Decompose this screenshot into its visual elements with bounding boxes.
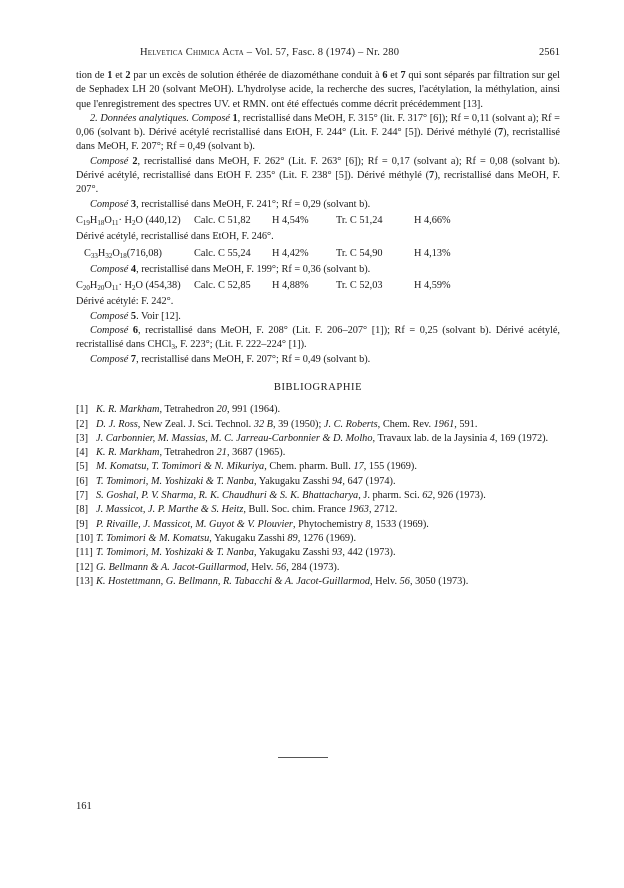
reference-authors: P. Rivaille, J. Massicot, M. Guyot & V. Plouvier [96, 518, 293, 530]
reference-source: , Helv. [370, 575, 400, 587]
text: H [89, 214, 98, 226]
reference-number: [7] [76, 490, 89, 502]
text: C [76, 214, 83, 226]
reference-pages: , 284 (1973). [286, 561, 340, 573]
compound-ref: 6 [382, 70, 388, 81]
reference-number: [5] [76, 461, 89, 473]
reference-pages: , 2712. [368, 504, 398, 516]
reference-item [76, 418, 560, 432]
text: ), recristallisé dans MeOH, F. 207°. [76, 170, 561, 196]
intro-paragraph [76, 69, 560, 112]
reference-item [76, 546, 560, 560]
reference-authors: T. Tomimori & M. Komatsu [96, 532, 210, 544]
text: · H [118, 280, 132, 292]
compound-ref: 3 [130, 198, 137, 210]
reference-number: [2] [76, 418, 89, 430]
compound-5-data [76, 310, 560, 324]
text: 11 [111, 284, 119, 293]
compound-7-data [76, 353, 560, 367]
reference-volume: 4 [489, 432, 495, 444]
compound-ref: 7 [429, 170, 435, 182]
text: 3 [171, 343, 176, 352]
reference-source: , Chem. pharm. Bull. [264, 461, 354, 473]
reference-volume: 20 [216, 404, 227, 416]
text: et [112, 70, 126, 81]
found-value: H 4,59% [414, 280, 451, 292]
text: , recristallisé dans MeOH, F. 315° (lit. F. 317° [6]); Rf = 0,11 (solvant a); Rf = 0,06 (solvant b). Dérivé acétylé recristallisé dans EtOH, F. 244° (Lit. F. 244° [5]). Dérivé méthylé ( [76, 112, 560, 139]
reference-pages: , 155 (1969). [363, 461, 417, 473]
text: 19 [82, 218, 90, 227]
section-lead: Composé [90, 263, 131, 275]
reference-volume: 94 [332, 475, 343, 487]
text: , F. 223°; (Lit. F. 222–224° [1]). [175, 339, 307, 351]
text: 20 [97, 284, 105, 293]
reference-item [76, 475, 560, 489]
text: , recristallisé dans MeOH, F. 207°; Rf = 0,49 (solvant b). [136, 353, 371, 365]
reference-list [76, 403, 560, 589]
reference-item [76, 432, 560, 446]
reference-pages: , 1276 (1969). [297, 532, 357, 544]
text: · H [118, 214, 132, 226]
compound-2-data [76, 155, 560, 198]
bibliography-title: BIBLIOGRAPHIE [273, 381, 363, 393]
reference-number: [6] [76, 475, 89, 487]
article-body [76, 69, 560, 589]
acetyl-derivative-4: Dérivé acétylé: F. 242°. [76, 296, 174, 308]
text: 2 [131, 284, 136, 293]
end-rule [278, 757, 328, 758]
reference-item [76, 460, 560, 474]
reference-item [76, 503, 560, 517]
text: 20 [82, 284, 90, 293]
text: par un excès de solution éthérée de diazométhane conduit à [130, 70, 383, 81]
reference-authors: J. C. Roberts [323, 418, 378, 430]
compound-ref: 7 [497, 127, 504, 139]
text: ), recristallisé dans MeOH, F. 207°; Rf = 0,49 (solvant b). [76, 127, 560, 153]
text: , recristallisé dans MeOH, F. 208° (Lit. F. 206–207° [1]); Rf = 0,25 (solvant b). Dérivé acétylé, recristallisé dans CHCl [76, 325, 560, 351]
reference-volume: 21 [216, 447, 227, 459]
compound-ref: 7 [130, 353, 137, 365]
reference-source: , Bull. Soc. chim. France [243, 504, 349, 516]
journal-citation [140, 47, 399, 58]
reference-volume: 56 [399, 575, 410, 587]
section-lead: Composé [90, 325, 133, 337]
reference-source: , Chem. Rev. [377, 418, 434, 430]
text: 11 [111, 218, 119, 227]
reference-number: [11] [76, 547, 93, 559]
text: 18 [119, 251, 127, 260]
found-value: Tr. C 54,90 [336, 247, 383, 259]
calc-value: H 4,88% [272, 280, 309, 292]
reference-source: , Yakugaku Zasshi [253, 475, 333, 487]
molecular-formula [76, 279, 194, 293]
reference-authors: K. R. Markham [96, 404, 160, 416]
text: 2 [131, 218, 136, 227]
compound-6-data [76, 324, 560, 353]
reference-authors: T. Tomimori, M. Yoshizaki & T. Nanba [96, 547, 254, 559]
reference-authors: G. Bellmann & A. Jacot-Guillarmod [96, 561, 247, 573]
section-lead: Composé [90, 353, 131, 365]
reference-authors: J. Carbonnier, M. Massias, M. C. Jarreau-Carbonnier & D. Molho [96, 432, 373, 444]
reference-pages: , 39 (1950); [272, 418, 324, 430]
reference-volume: 62 [422, 490, 433, 502]
reference-authors: T. Tomimori, M. Yoshizaki & T. Nanba [96, 475, 254, 487]
reference-item [76, 561, 560, 575]
calc-value: Calc. C 51,82 [194, 214, 251, 226]
reference-volume: 1961 [433, 418, 455, 430]
text: . Voir [12]. [136, 310, 181, 322]
text: O [104, 280, 112, 292]
acetyl-derivative-3: Dérivé acétylé, recristallisé dans EtOH, F. 246°. [76, 231, 274, 243]
reference-item [76, 518, 560, 532]
compound-ref: 7 [400, 70, 406, 81]
reference-pages: , 991 (1964). [226, 404, 281, 416]
reference-source: , Tetrahedron [159, 404, 217, 416]
calc-value: H 4,42% [272, 247, 309, 259]
text: , recristallisé dans MeOH, F. 241°; Rf = 0,29 (solvant b). [136, 198, 371, 210]
reference-volume: 1963 [348, 504, 369, 516]
compound-1-data [76, 112, 560, 155]
compound-ref: 2 [132, 155, 138, 167]
reference-source: , J. pharm. Sci. [358, 490, 423, 502]
calc-value: H 4,54% [272, 214, 309, 226]
reference-pages: , 647 (1974). [342, 475, 396, 487]
reference-number: [13] [76, 575, 94, 587]
reference-authors: K. Hostettmann, G. Bellmann, R. Tabacchi & A. Jacot-Guillarmod [96, 575, 370, 587]
reference-authors: J. Massicot, J. P. Marthe & S. Heitz [96, 504, 244, 516]
reference-pages: , 3050 (1973). [409, 575, 469, 587]
reference-pages: , 926 (1973). [432, 490, 486, 502]
reference-volume: 89 [287, 532, 298, 544]
found-value: Tr. C 52,03 [336, 280, 383, 292]
molecular-formula [76, 214, 194, 228]
reference-volume: 8 [365, 518, 371, 530]
molecular-formula [76, 247, 194, 261]
reference-source: , New Zeal. J. Sci. Technol. [137, 418, 254, 430]
compound-4-data [76, 263, 560, 277]
text: O [112, 247, 120, 259]
calc-value: Calc. C 55,24 [194, 247, 251, 259]
reference-volume: 32 B [253, 418, 273, 430]
page-number: 2561 [539, 47, 560, 58]
journal-name: Helvetica Chimica Acta [140, 47, 244, 58]
reference-pages: , 3687 (1965). [226, 447, 286, 459]
section-lead: Composé [90, 198, 131, 210]
text: O (440,12) [135, 214, 181, 226]
compound-ref: 1 [232, 112, 238, 124]
footer-number: 161 [76, 801, 92, 812]
reference-number: [8] [76, 504, 89, 516]
reference-volume: 17 [353, 461, 364, 473]
text: H [89, 280, 98, 292]
reference-source: , Yakugaku Zasshi [253, 547, 333, 559]
text: tion de [76, 70, 108, 81]
reference-pages: , 442 (1973). [342, 547, 396, 559]
reference-authors: K. R. Markham [96, 447, 160, 459]
text: , recristallisé dans MeOH, F. 199°; Rf = 0,36 (solvant b). [136, 263, 371, 275]
text: (716,08) [126, 247, 162, 259]
found-value: H 4,66% [414, 214, 451, 226]
reference-number: [9] [76, 518, 89, 530]
formula-compound-3 [76, 212, 560, 230]
text: O (454,38) [135, 280, 181, 292]
text: 18 [97, 218, 105, 227]
formula-compound-4 [76, 277, 560, 295]
reference-item [76, 489, 560, 503]
reference-number: [1] [76, 404, 89, 416]
reference-volume: 93 [332, 547, 343, 559]
section-lead: Composé [90, 155, 133, 167]
reference-number: [3] [76, 432, 89, 444]
reference-number: [10] [76, 532, 94, 544]
reference-item [76, 403, 560, 417]
compound-ref: 1 [107, 70, 113, 81]
reference-item [76, 575, 560, 589]
text: C [76, 280, 83, 292]
reference-source: , Phytochemistry [292, 518, 366, 530]
compound-ref: 6 [132, 325, 139, 337]
found-value: Tr. C 51,24 [336, 214, 383, 226]
reference-source: , Tetrahedron [159, 447, 217, 459]
formula-acetyl-3 [76, 245, 560, 263]
text: et [387, 70, 401, 81]
text: qui sont séparés par filtration sur gel de Sephadex LH 20 (solvant MeOH). L'hydrolyse acide, la recherche des sucres, l'acétylation, la méthylation, ainsi que l'enregistrement des spectres UV. et RMN. ont été effectués comme décrit précédemment [13]. [76, 70, 560, 110]
section-lead: 2. Données analytiques. Composé [90, 112, 233, 124]
reference-pages: , 169 (1972). [494, 432, 549, 444]
text: 32 [105, 251, 113, 260]
reference-number: [4] [76, 447, 89, 459]
text: , recristallisé dans MeOH, F. 262° (Lit. F. 263° [6]); Rf = 0,17 (solvant a); Rf = 0,08 (solvant b). Dérivé acétylé, recristallisé dans EtOH F. 235° (Lit. F. 238° [5]). Dérivé méthylé ( [76, 155, 561, 182]
compound-ref: 4 [130, 263, 137, 275]
text: H [97, 247, 106, 259]
reference-volume: 56 [275, 561, 287, 573]
reference-number: [12] [76, 561, 94, 573]
reference-source: , Yakugaku Zasshi [209, 532, 288, 544]
reference-authors: M. Komatsu, T. Tomimori & N. Mikuriya [96, 461, 265, 473]
compound-ref: 2 [125, 70, 131, 81]
compound-ref: 5 [130, 310, 137, 322]
journal-volume-info: – Vol. 57, Fasc. 8 (1974) – Nr. 280 [243, 47, 400, 58]
reference-source: , Helv. [246, 561, 276, 573]
reference-authors: S. Goshal, P. V. Sharma, R. K. Chaudhuri & S. K. Bhattacharya [96, 490, 359, 502]
text: C [84, 247, 91, 259]
text: O [104, 214, 112, 226]
reference-item [76, 446, 560, 460]
text: 33 [90, 251, 98, 260]
reference-authors: D. J. Ross [96, 418, 138, 430]
running-header [76, 47, 560, 61]
reference-source: , Travaux lab. de la Jaysinia [372, 432, 490, 444]
calc-value: Calc. C 52,85 [194, 280, 251, 292]
reference-pages: , 1533 (1969). [370, 518, 429, 530]
section-lead: Composé [90, 310, 131, 322]
reference-item [76, 532, 560, 546]
reference-pages: , 591. [454, 418, 478, 430]
compound-3-data [76, 198, 560, 212]
found-value: H 4,13% [414, 247, 451, 259]
